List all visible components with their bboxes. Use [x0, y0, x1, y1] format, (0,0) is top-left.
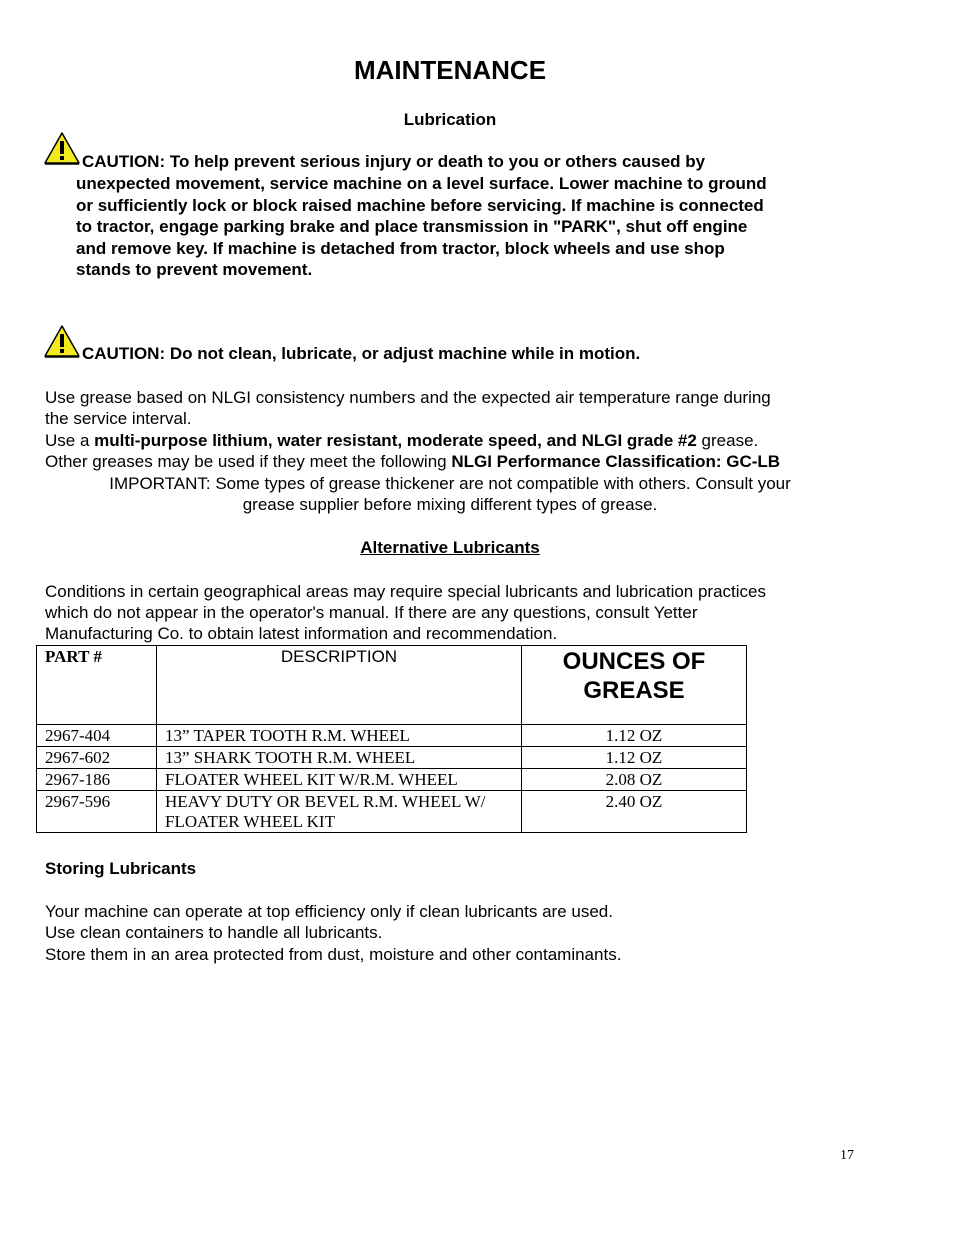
cell-description: FLOATER WHEEL KIT W/R.M. WHEEL	[157, 769, 522, 791]
grease-table	[36, 645, 747, 833]
table-row	[37, 747, 747, 769]
header-ounces: OUNCES OF GREASE	[522, 646, 747, 725]
warning-icon	[43, 131, 81, 165]
table-row	[37, 769, 747, 791]
caution-line: unexpected movement, service machine on a level surface. Lower machine to ground	[76, 174, 767, 193]
page-number: 17	[840, 1148, 854, 1163]
cell-ounces: 1.12 OZ	[522, 725, 747, 747]
storing-text: Store them in an area protected from dust, moisture and other contaminants.	[45, 945, 622, 964]
caution-line: stands to prevent movement.	[76, 260, 313, 279]
storing-heading: Storing Lubricants	[45, 859, 197, 878]
cell-part: 2967-186	[37, 769, 157, 791]
grease-spec: Use a multi-purpose lithium, water resistant, moderate speed, and NLGI grade #2 grease.	[45, 431, 759, 450]
cell-part: 2967-404	[37, 725, 157, 747]
cell-ounces: 1.12 OZ	[522, 747, 747, 769]
cell-ounces: 2.08 OZ	[522, 769, 747, 791]
warning-icon	[43, 324, 81, 358]
important-note: grease supplier before mixing different types of grease.	[242, 495, 658, 514]
caution-line: to tractor, engage parking brake and place transmission in "PARK", shut off engine	[76, 217, 748, 236]
grease-text: Use grease based on NLGI consistency numbers and the expected air temperature range during	[45, 388, 771, 407]
alternative-lubricants-heading: Alternative Lubricants	[360, 538, 540, 557]
table-row	[37, 725, 747, 747]
storing-text: Use clean containers to handle all lubricants.	[45, 923, 383, 942]
alternative-text: Conditions in certain geographical areas may require special lubricants and lubrication practices	[45, 582, 766, 601]
caution-line: or sufficiently lock or block raised machine before servicing. If machine is connected	[76, 196, 764, 215]
table-row	[37, 791, 747, 833]
alternative-text: Manufacturing Co. to obtain latest information and recommendation.	[45, 624, 558, 643]
table-header-row	[37, 646, 747, 725]
cell-ounces: 2.40 OZ	[522, 791, 747, 833]
header-description: DESCRIPTION	[157, 646, 522, 725]
caution-motion: CAUTION: Do not clean, lubricate, or adjust machine while in motion.	[82, 344, 641, 363]
cell-part: 2967-602	[37, 747, 157, 769]
section-title-lubrication: Lubrication	[403, 110, 497, 129]
cell-part: 2967-596	[37, 791, 157, 833]
cell-description: 13” SHARK TOOTH R.M. WHEEL	[157, 747, 522, 769]
storing-text: Your machine can operate at top efficiency only if clean lubricants are used.	[45, 902, 613, 921]
page-title: MAINTENANCE	[353, 55, 547, 85]
grease-classification: Other greases may be used if they meet the following NLGI Performance Classification: GC-LB	[45, 452, 781, 471]
grease-text: the service interval.	[45, 409, 192, 428]
alternative-text: which do not appear in the operator's manual. If there are any questions, consult Yetter	[45, 603, 698, 622]
caution-line: and remove key. If machine is detached from tractor, block wheels and use shop	[76, 239, 725, 258]
grease-spec-bold: multi-purpose lithium, water resistant, moderate speed, and NLGI grade #2	[94, 431, 697, 450]
classification-bold: NLGI Performance Classification: GC-LB	[451, 452, 781, 471]
header-part: PART #	[37, 646, 157, 725]
caution-line: CAUTION: To help prevent serious injury or death to you or others caused by	[82, 152, 706, 171]
cell-description: HEAVY DUTY OR BEVEL R.M. WHEEL W/ FLOATER WHEEL KIT	[157, 791, 522, 833]
important-note: IMPORTANT: Some types of grease thickener are not compatible with others. Consult your	[109, 474, 791, 493]
cell-description: 13” TAPER TOOTH R.M. WHEEL	[157, 725, 522, 747]
